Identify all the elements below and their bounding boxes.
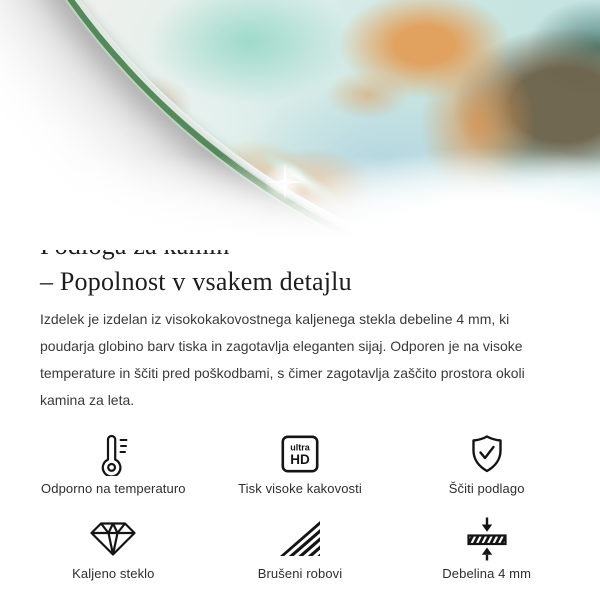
sparkle-icon bbox=[263, 160, 307, 204]
feature-temperature-resistant bbox=[20, 432, 207, 497]
beveled-edge-icon bbox=[278, 519, 322, 559]
thickness-icon bbox=[463, 516, 511, 562]
title-line-2: – Popolnost v vsakem detajlu bbox=[40, 267, 352, 296]
ultra-hd-icon bbox=[280, 434, 320, 474]
svg-text:HD: HD bbox=[290, 452, 310, 467]
feature-thickness bbox=[393, 517, 580, 582]
shield-check-icon bbox=[469, 434, 505, 474]
glass-edge bbox=[0, 0, 600, 250]
feature-beveled-edges bbox=[207, 517, 394, 582]
features-grid bbox=[0, 432, 600, 582]
product-description: Izdelek je izdelan iz visokokakovostnega kaljenega stekla debeline 4 mm, ki poudarja globino barv tiska in zagotavlja eleganten sijaj. Odporen je na visoke temperature in ščiti pred poškodbami, s čimer zagotavlja zaščito prostora okoli kamina za leta. bbox=[40, 311, 525, 408]
feature-label: Odporno na temperaturo bbox=[41, 481, 186, 496]
feature-label: Debelina 4 mm bbox=[442, 566, 532, 581]
thermometer-icon bbox=[97, 432, 129, 476]
feature-label: Kaljeno steklo bbox=[72, 566, 155, 581]
feature-label: Brušeni robovi bbox=[257, 566, 343, 581]
feature-print-quality bbox=[207, 432, 394, 497]
svg-text:ultra: ultra bbox=[290, 442, 310, 453]
product-image bbox=[0, 0, 600, 250]
diamond-icon bbox=[88, 520, 138, 558]
feature-tempered-glass bbox=[20, 517, 207, 582]
feature-protects-surface bbox=[393, 432, 580, 497]
feature-label: Ščiti podlago bbox=[448, 481, 525, 496]
feature-label: Tisk visoke kakovosti bbox=[238, 481, 362, 496]
